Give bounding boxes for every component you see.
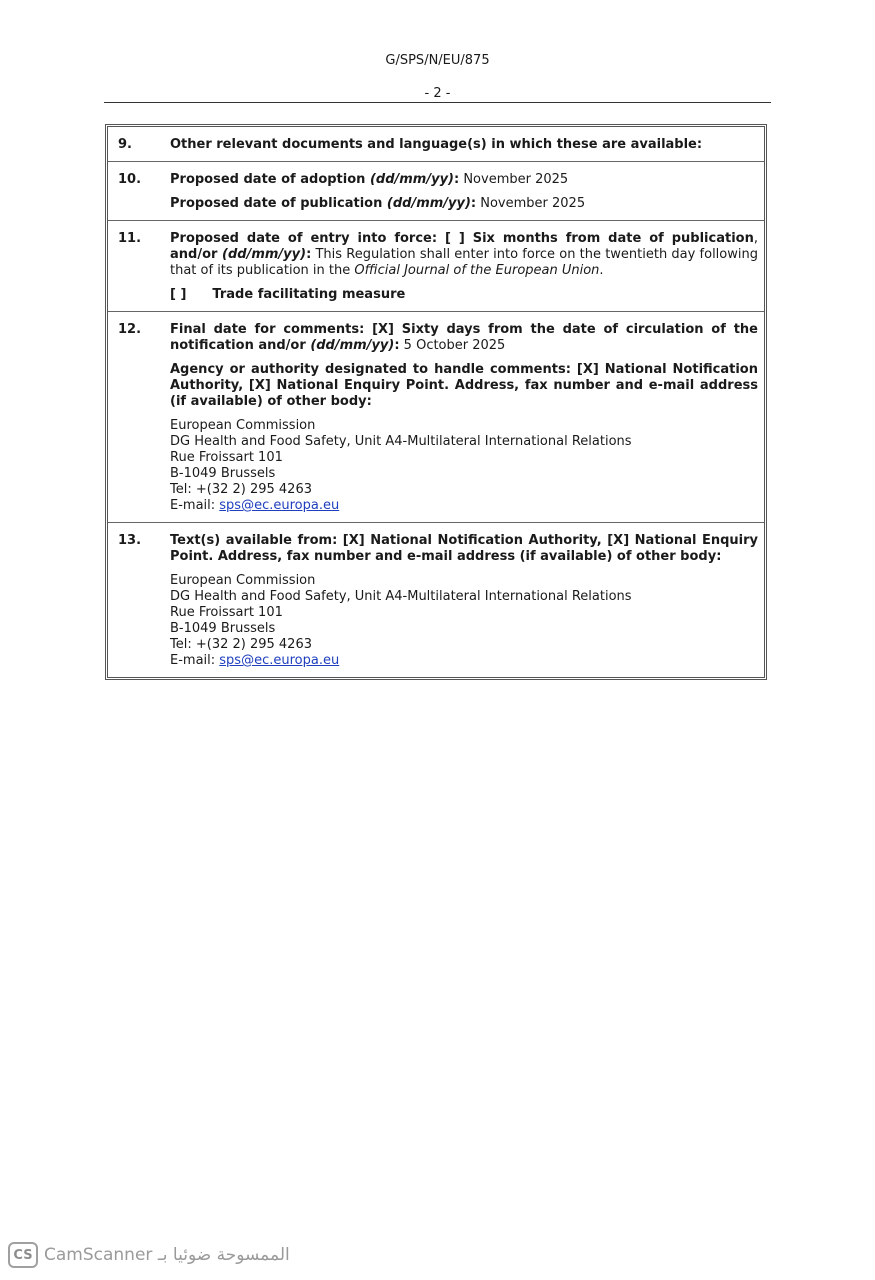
row-body: [170, 533, 758, 669]
adoption-date-value: November 2025: [459, 172, 569, 187]
entry-into-force: Proposed date of entry into force: [ ] Six months from date of publication, and/or (dd/mm/yy): This Regulation shall enter into force on the twentieth day following that of its publication in the Official Journal of the European Union.: [170, 231, 758, 278]
agency-label: Agency or authority designated to handle comments: [X] National Notification Authority, [X] National Enquiry Point. Address, fax number and e-mail address (if available) of other body:: [170, 362, 758, 409]
document-symbol: G/SPS/N/EU/875: [385, 53, 490, 68]
row-body: [170, 137, 758, 153]
email-line: E-mail: sps@ec.europa.eu: [170, 498, 340, 513]
table-row: [108, 312, 764, 523]
email-line: E-mail: sps@ec.europa.eu: [170, 653, 340, 668]
row-number: 13.: [118, 533, 142, 548]
row-body: [170, 172, 758, 212]
table-row: [108, 127, 764, 162]
publication-date-value: November 2025: [476, 196, 586, 211]
trade-checkbox: [ ]: [170, 287, 187, 302]
texts-address: European Commission DG Health and Food Safety, Unit A4-Multilateral International Relations Rue Froissart 101 B-1049 Brussels Tel: +(32 2) 295 4263 E-mail: sps@ec.europa.eu: [170, 573, 758, 669]
telephone: Tel: +(32 2) 295 4263: [170, 637, 312, 652]
row-number: 12.: [118, 322, 142, 337]
agency-address: European Commission DG Health and Food Safety, Unit A4-Multilateral International Relations Rue Froissart 101 B-1049 Brussels Tel: +(32 2) 295 4263 E-mail: sps@ec.europa.eu: [170, 418, 758, 514]
page-number: - 2 -: [424, 86, 451, 101]
trade-label: Trade facilitating measure: [212, 287, 406, 302]
header-rule: [104, 102, 771, 103]
official-journal-title: Official Journal of the European Union: [354, 263, 600, 278]
texts-available-label: Text(s) available from: [X] National Notification Authority, [X] National Enquiry Point. Address, fax number and e-mail address (if available) of other body:: [170, 533, 758, 564]
trade-facilitating-measure: [170, 287, 758, 303]
camscanner-watermark: [8, 1242, 290, 1268]
other-documents-label: Other relevant documents and language(s) in which these are available:: [170, 137, 703, 152]
final-date-value: 5 October 2025: [399, 338, 506, 353]
adoption-date: Proposed date of adoption (dd/mm/yy): November 2025: [170, 172, 569, 187]
telephone: Tel: +(32 2) 295 4263: [170, 482, 312, 497]
watermark-text: CamScanner الممسوحة ضوئيا بـ: [44, 1245, 290, 1265]
camscanner-logo: CS: [8, 1242, 38, 1268]
row-body: [170, 231, 758, 303]
row-body: [170, 322, 758, 514]
table-row: [108, 523, 764, 677]
table-row: [108, 162, 764, 221]
final-date-comments: Final date for comments: [X] Sixty days from the date of circulation of the notification and/or (dd/mm/yy): 5 October 2025: [170, 322, 758, 353]
email-link[interactable]: sps@ec.europa.eu: [219, 498, 340, 513]
row-number: 11.: [118, 231, 142, 246]
email-link[interactable]: sps@ec.europa.eu: [219, 653, 340, 668]
notification-table: [105, 124, 767, 680]
row-number: 10.: [118, 172, 142, 187]
table-row: [108, 221, 764, 312]
publication-date: Proposed date of publication (dd/mm/yy): November 2025: [170, 196, 586, 211]
row-number: 9.: [118, 137, 132, 152]
